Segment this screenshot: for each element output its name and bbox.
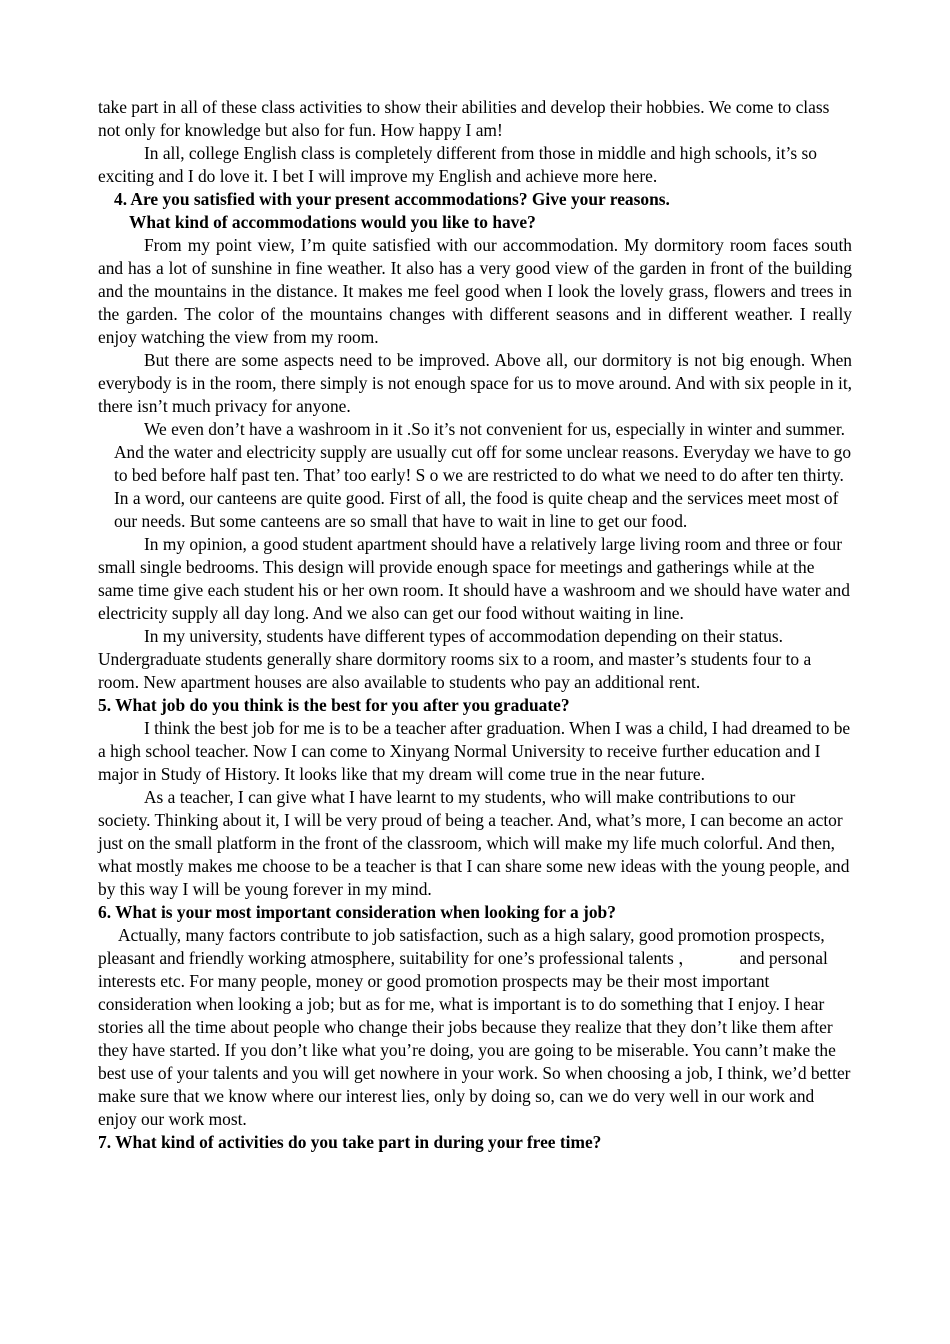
question-5-heading: 5. What job do you think is the best for you after you graduate?: [98, 695, 570, 715]
question-4-subheading: What kind of accommodations would you like to have?: [129, 212, 536, 232]
paragraph-english-class-conclusion: In all, college English class is completely different from those in middle and high schools, it’s so exciting and I do love it. I bet I will improve my English and achieve more here.: [98, 143, 817, 186]
paragraph-ideal-apartment: In my opinion, a good student apartment should have a relatively large living room and three or four small single bedrooms. This design will provide enough space for meetings and gatherings while at the same time give each student his or her own room. It should have a washroom and we should have water and electricity supply all day long. And we also can get our food without waiting in line.: [98, 534, 850, 623]
document-page: [98, 96, 852, 1154]
paragraph-washroom-canteens: We even don’t have a washroom in it .So it’s not convenient for us, especially in winter and summer. And the water and electricity supply are usually cut off for some unclear reasons. Everyday we have to go to bed before half past ten. That’ too early! S o we are restricted to do what we need to do after ten thirty. In a word, our canteens are quite good. First of all, the food is quite cheap and the services meet most of our needs. But some canteens are so small that have to wait in line to get our food.: [114, 419, 852, 531]
paragraph-job-consideration: [98, 924, 852, 1131]
job-consideration-part-2: and personal interests etc. For many people, money or good promotion prospects may be their most important consideration when looking a job; but as for me, what is important is to do something that I enjoy. I hear stories all the time about people who change their jobs because they realize that they don’t like them after they have started. If you don’t like what you’re doing, you are going to be miserable. You cann’t make the best use of your talents and you will get nowhere in your work. So when choosing a job, I think, we’d better make sure that we know where our interest lies, only by doing so, can we do very well in our work and enjoy our work most.: [98, 948, 851, 1129]
job-consideration-talents: talents ，: [628, 948, 696, 968]
paragraph-class-activities: take part in all of these class activities to show their abilities and develop their hobbies. We come to class not only for knowledge but also for fun. How happy I am!: [98, 97, 830, 140]
question-7-heading: 7. What kind of activities do you take part in during your free time?: [98, 1132, 602, 1152]
job-consideration-part-1: Actually, many factors contribute to job satisfaction, such as a high salary, good promotion prospects, pleasant and friendly working atmosphere, suitability for one’s professional: [98, 925, 825, 968]
paragraph-accommodation-improvements: But there are some aspects need to be improved. Above all, our dormitory is not big enough. When everybody is in the room, there simply is not enough space for us to move around. And with six people in it, there isn’t much privacy for anyone.: [98, 350, 852, 416]
question-4-heading: 4. Are you satisfied with your present accommodations? Give your reasons.: [114, 189, 670, 209]
paragraph-teacher-dream: I think the best job for me is to be a teacher after graduation. When I was a child, I had dreamed to be a high school teacher. Now I can come to Xinyang Normal University to receive further education and I major in Study of History. It looks like that my dream will come true in the near future.: [98, 718, 851, 784]
question-6-heading: 6. What is your most important consideration when looking for a job?: [98, 902, 616, 922]
paragraph-accommodation-satisfied: From my point view, I’m quite satisfied with our accommodation. My dormitory room faces south and has a lot of sunshine in fine weather. It also has a very good view of the garden in front of the building and the mountains in the distance. It makes me feel good when I look the lovely grass, flowers and trees in the garden. The color of the mountains changes with different seasons and in different weather. I really enjoy watching the view from my room.: [98, 235, 852, 347]
paragraph-university-accommodation: In my university, students have different types of accommodation depending on their status. Undergraduate students generally share dormitory rooms six to a room, and master’s students four to a room. New apartment houses are also available to students who pay an additional rent.: [98, 626, 812, 692]
paragraph-teacher-reasons: As a teacher, I can give what I have learnt to my students, who will make contributions to our society. Thinking about it, I will be very proud of being a teacher. And, what’s more, I can become an actor just on the small platform in the front of the classroom, which will make my life much colorful. And then, what mostly makes me choose to be a teacher is that I can share some new ideas with the young people, and by this way I will be young forever in my mind.: [98, 787, 850, 899]
